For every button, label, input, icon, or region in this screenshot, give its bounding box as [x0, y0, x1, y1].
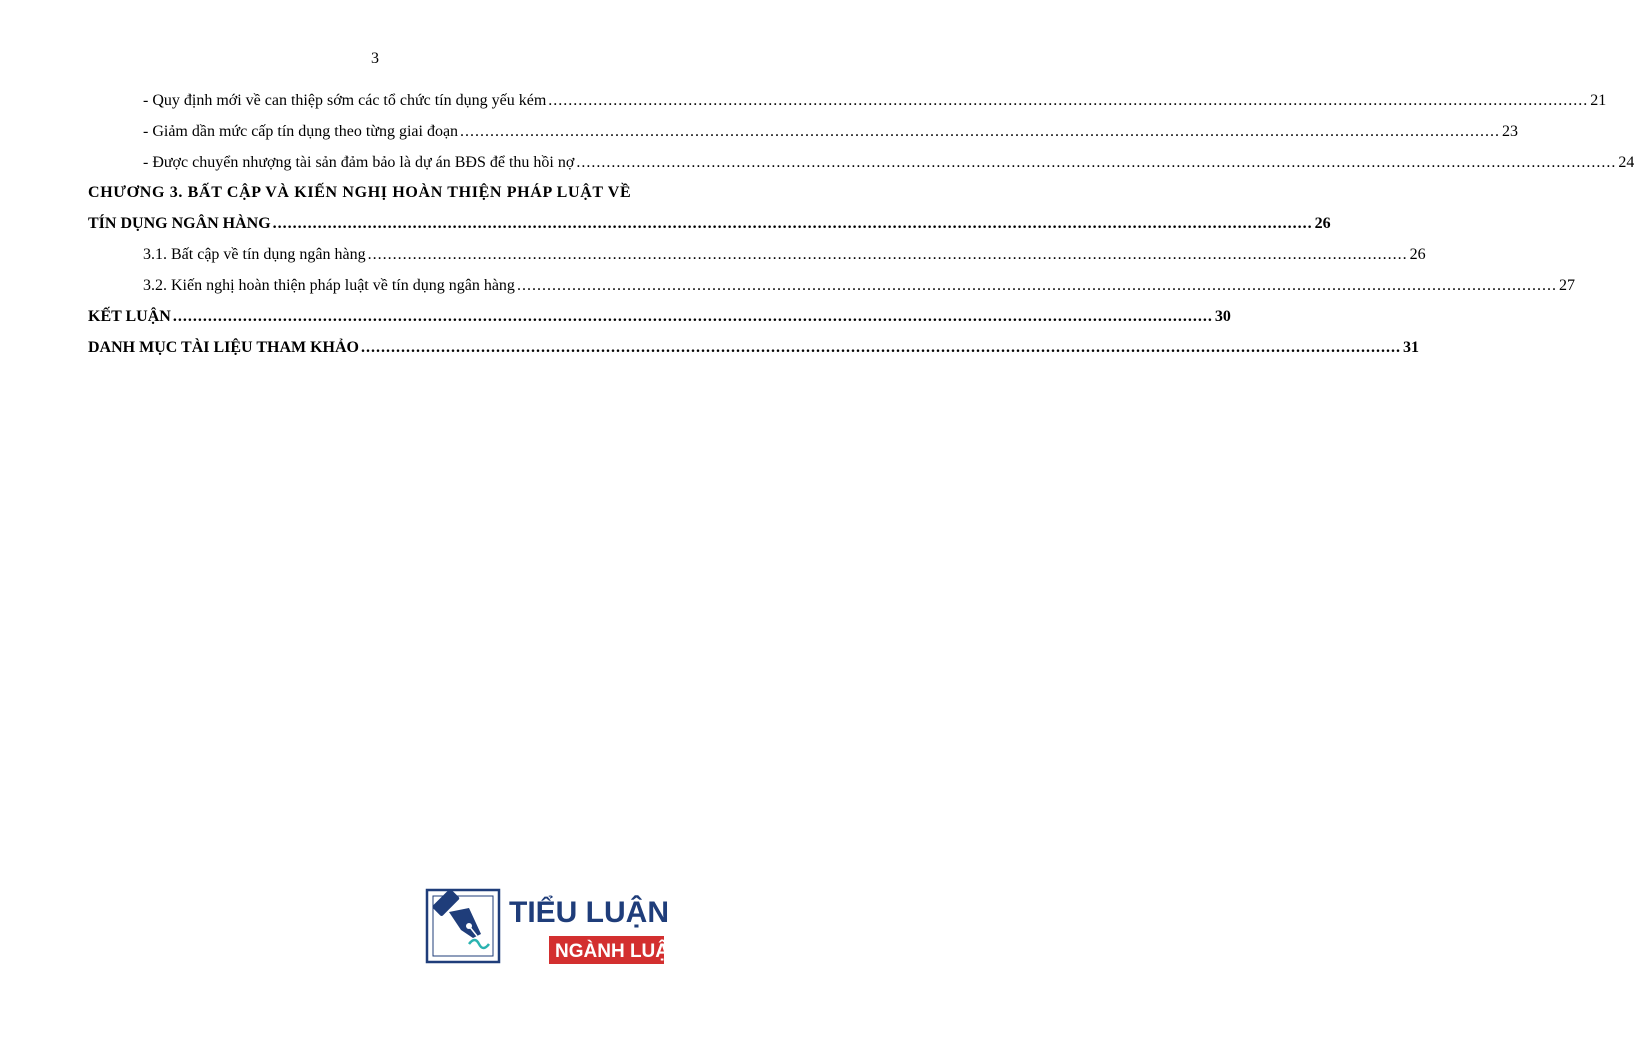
pen-nib-icon	[425, 886, 681, 966]
dot-leader	[361, 339, 1401, 357]
toc-entry[interactable]	[143, 92, 1607, 110]
conclusion-label: KẾT LUẬN	[88, 308, 171, 325]
chapter-3-page: 26	[1314, 215, 1331, 232]
toc-entry-page: 23	[1502, 123, 1519, 140]
toc-entry-label: - Quy định mới về can thiệp sớm các tổ chức tín dụng yếu kém	[143, 92, 547, 109]
logo-subtitle: NGÀNH LUẬT	[555, 941, 681, 962]
chapter-3-heading[interactable]: CHƯƠNG 3. BẤT CẬP VÀ KIẾN NGHỊ HOÀN THIỆN PHÁP LUẬT VỀ	[88, 184, 632, 201]
toc-entry-page: 21	[1590, 92, 1607, 109]
dot-leader	[548, 92, 1588, 110]
toc-entry-page: 24	[1618, 154, 1634, 171]
dot-leader	[273, 215, 1313, 233]
toc-section-page: 27	[1558, 277, 1575, 294]
tieu-luan-logo	[425, 886, 681, 966]
chapter-3-label: TÍN DỤNG NGÂN HÀNG	[88, 215, 271, 232]
dot-leader	[517, 277, 1557, 295]
page-number: 3	[371, 50, 379, 67]
toc-entry[interactable]	[143, 154, 1634, 172]
conclusion-page: 30	[1214, 308, 1231, 325]
toc-section-label: 3.1. Bất cập về tín dụng ngân hàng	[143, 246, 366, 263]
toc-section-label: 3.2. Kiến nghị hoàn thiện pháp luật về tín dụng ngân hàng	[143, 277, 515, 294]
dot-leader	[368, 246, 1408, 264]
logo-title: TIỂU LUẬN	[509, 896, 669, 929]
toc-conclusion[interactable]	[88, 308, 1231, 326]
dot-leader	[460, 123, 1500, 141]
toc-entry[interactable]	[143, 123, 1519, 141]
toc-entry-label: - Được chuyển nhượng tài sản đảm bảo là dự án BĐS để thu hồi nợ	[143, 154, 575, 171]
dot-leader	[576, 154, 1616, 172]
references-page: 31	[1402, 339, 1419, 356]
toc-entry-label: - Giảm dần mức cấp tín dụng theo từng giai đoạn	[143, 123, 459, 140]
chapter-3-heading-line2[interactable]	[88, 215, 1331, 233]
toc-section[interactable]	[143, 246, 1426, 264]
toc-section[interactable]	[143, 277, 1575, 295]
toc-section-page: 26	[1409, 246, 1426, 263]
references-label: DANH MỤC TÀI LIỆU THAM KHẢO	[88, 339, 359, 356]
toc-references[interactable]	[88, 339, 1419, 357]
dot-leader	[173, 308, 1213, 326]
